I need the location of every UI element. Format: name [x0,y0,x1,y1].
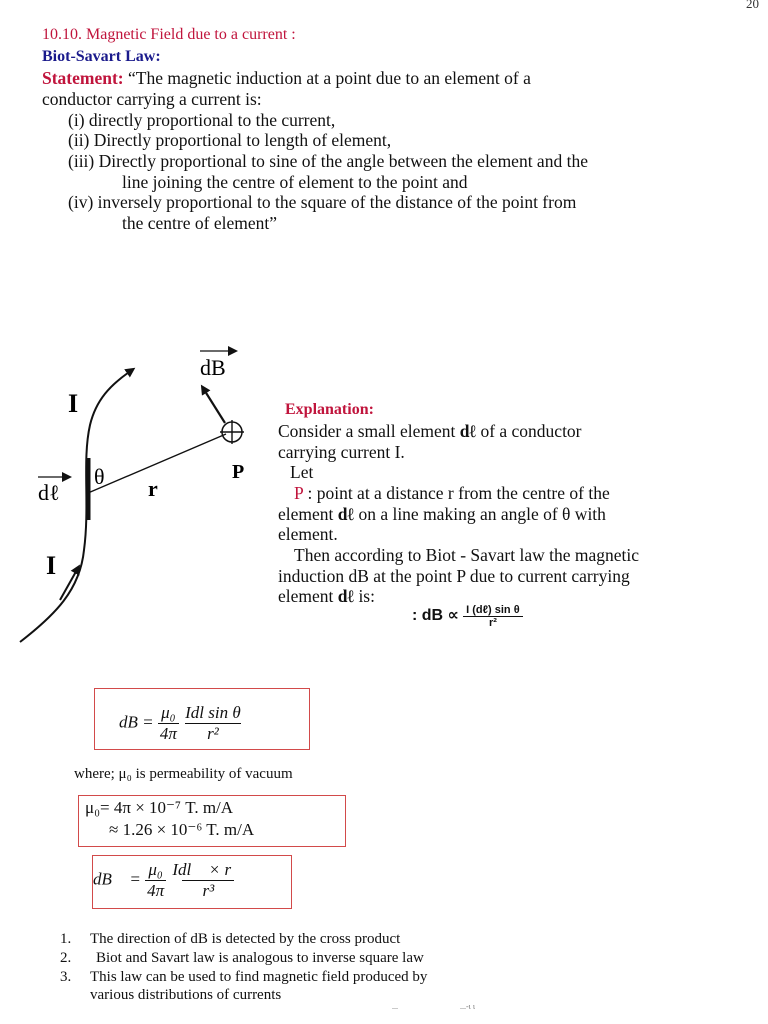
note-3-continued: various distributions of currents [90,987,282,1003]
formula-2-coef-num: μ₀ [148,860,163,879]
explanation-line-8: induction dB at the point P due to current carrying [278,566,630,586]
db-arrow [203,388,225,423]
explanation-title: Explanation: [285,401,374,418]
label-p: P [232,461,245,483]
note-2-number: 2. [60,950,72,966]
permeability-box [78,795,346,847]
statement-label: Statement: [42,68,124,88]
explanation-line-9-pre: element [278,586,338,606]
formula-2 [93,860,246,901]
proportionality-denominator: r² [463,616,523,629]
explanation-dl-1: dℓ [459,421,477,441]
label-r: r [148,476,158,501]
point-ii: (ii) Directly proportional to length of element, [68,130,392,150]
note-2-text: Biot and Savart law is analogous to inverse square law [96,950,424,966]
biot-savart-diagram [0,330,280,660]
statement-line-2: conductor carrying a current is: [42,89,262,109]
proportionality-fraction [463,604,523,629]
note-3-text: This law can be used to find magnetic field produced by [90,969,428,985]
explanation-line-1-post: of a conductor [476,421,582,441]
section-heading: 10.10. Magnetic Field due to a current : [42,26,296,43]
formula-1-coef-den: 4π [159,724,177,743]
label-current-bottom: I [46,551,57,580]
explanation-line-7: Then according to Biot - Savart law the magnetic [294,545,640,565]
explanation-line-5 [278,504,606,525]
proportionality-lhs: : dB ∝ [412,607,459,625]
note-1-number: 1. [60,931,72,947]
label-dl: dℓ [38,480,60,505]
explanation-line-5-post: on a line making an angle of θ with [354,504,606,524]
formula-1-lhs: dB = [119,712,154,732]
explanation-line-4 [294,483,610,504]
proportionality-numerator: I (dℓ) sin θ [466,604,520,616]
label-theta: θ [94,464,105,489]
formula-1-numerator: Idl sin θ [185,703,241,722]
explanation-line-5-pre: element [278,504,338,524]
explanation-line-1-pre: Consider a small element [278,421,460,441]
footer-fragment-2: ...-ι ι [460,1002,475,1011]
formula-2-coef-den: 4π [147,881,165,900]
explanation-line-3: Let [290,462,314,482]
explanation-line-1 [278,421,582,442]
formula-box-1 [94,688,310,750]
explanation-line-6: element. [278,524,338,544]
explanation-line-2: carrying current I. [278,442,405,462]
explanation-line-9-post: is: [354,586,375,606]
permeability-value-1: μ₀= 4π × 10⁻⁷ T. m/A [85,798,234,817]
statement-text: “The magnetic induction at a point due to an element of a [128,68,531,88]
note-1-text: The direction of dB is detected by the cross product [90,931,401,947]
explanation-dl-2: dℓ [337,504,355,524]
formula-1-coef-num: μ₀ [161,703,176,722]
point-i: (i) directly proportional to the current, [68,110,336,130]
point-iv: (iv) inversely proportional to the square of the distance of the point from [68,192,577,212]
permeability-value-2: ≈ 1.26 × 10⁻⁶ T. m/A [109,820,255,839]
formula-box-2 [92,855,292,909]
proportionality-expression [412,604,523,629]
explanation-line-9 [278,586,375,607]
note-3-number: 3. [60,969,72,985]
label-current-top: I [68,389,79,418]
formula-2-coefficient [145,860,166,901]
footer-fragment-1: ... [392,1002,398,1011]
explanation-line-4-post: : point at a distance r from the centre of the [303,483,610,503]
point-iii: (iii) Directly proportional to sine of the angle between the element and the [68,151,588,171]
formula-1-fraction [183,703,243,744]
explanation-p-label: P [294,483,304,503]
statement-line-1 [42,68,531,89]
formula-1 [119,703,243,744]
point-iv-continued: the centre of element” [122,213,277,233]
formula-2-fraction [170,860,246,901]
permeability-definition: where; μ₀ is permeability of vacuum [74,766,293,782]
formula-1-coefficient [158,703,179,744]
law-title: Biot-Savart Law: [42,48,161,65]
formula-2-numerator: Idl⃗ × r⃗ [172,860,245,879]
point-iii-continued: line joining the centre of element to the point and [122,172,468,192]
formula-1-denominator: r² [185,723,241,744]
page-number: 20 [746,0,759,11]
label-db: dB [200,355,226,380]
formula-2-denominator: r³ [182,880,234,901]
formula-2-lhs: dB⃗ = [93,869,141,889]
explanation-dl-3: dℓ [337,586,355,606]
